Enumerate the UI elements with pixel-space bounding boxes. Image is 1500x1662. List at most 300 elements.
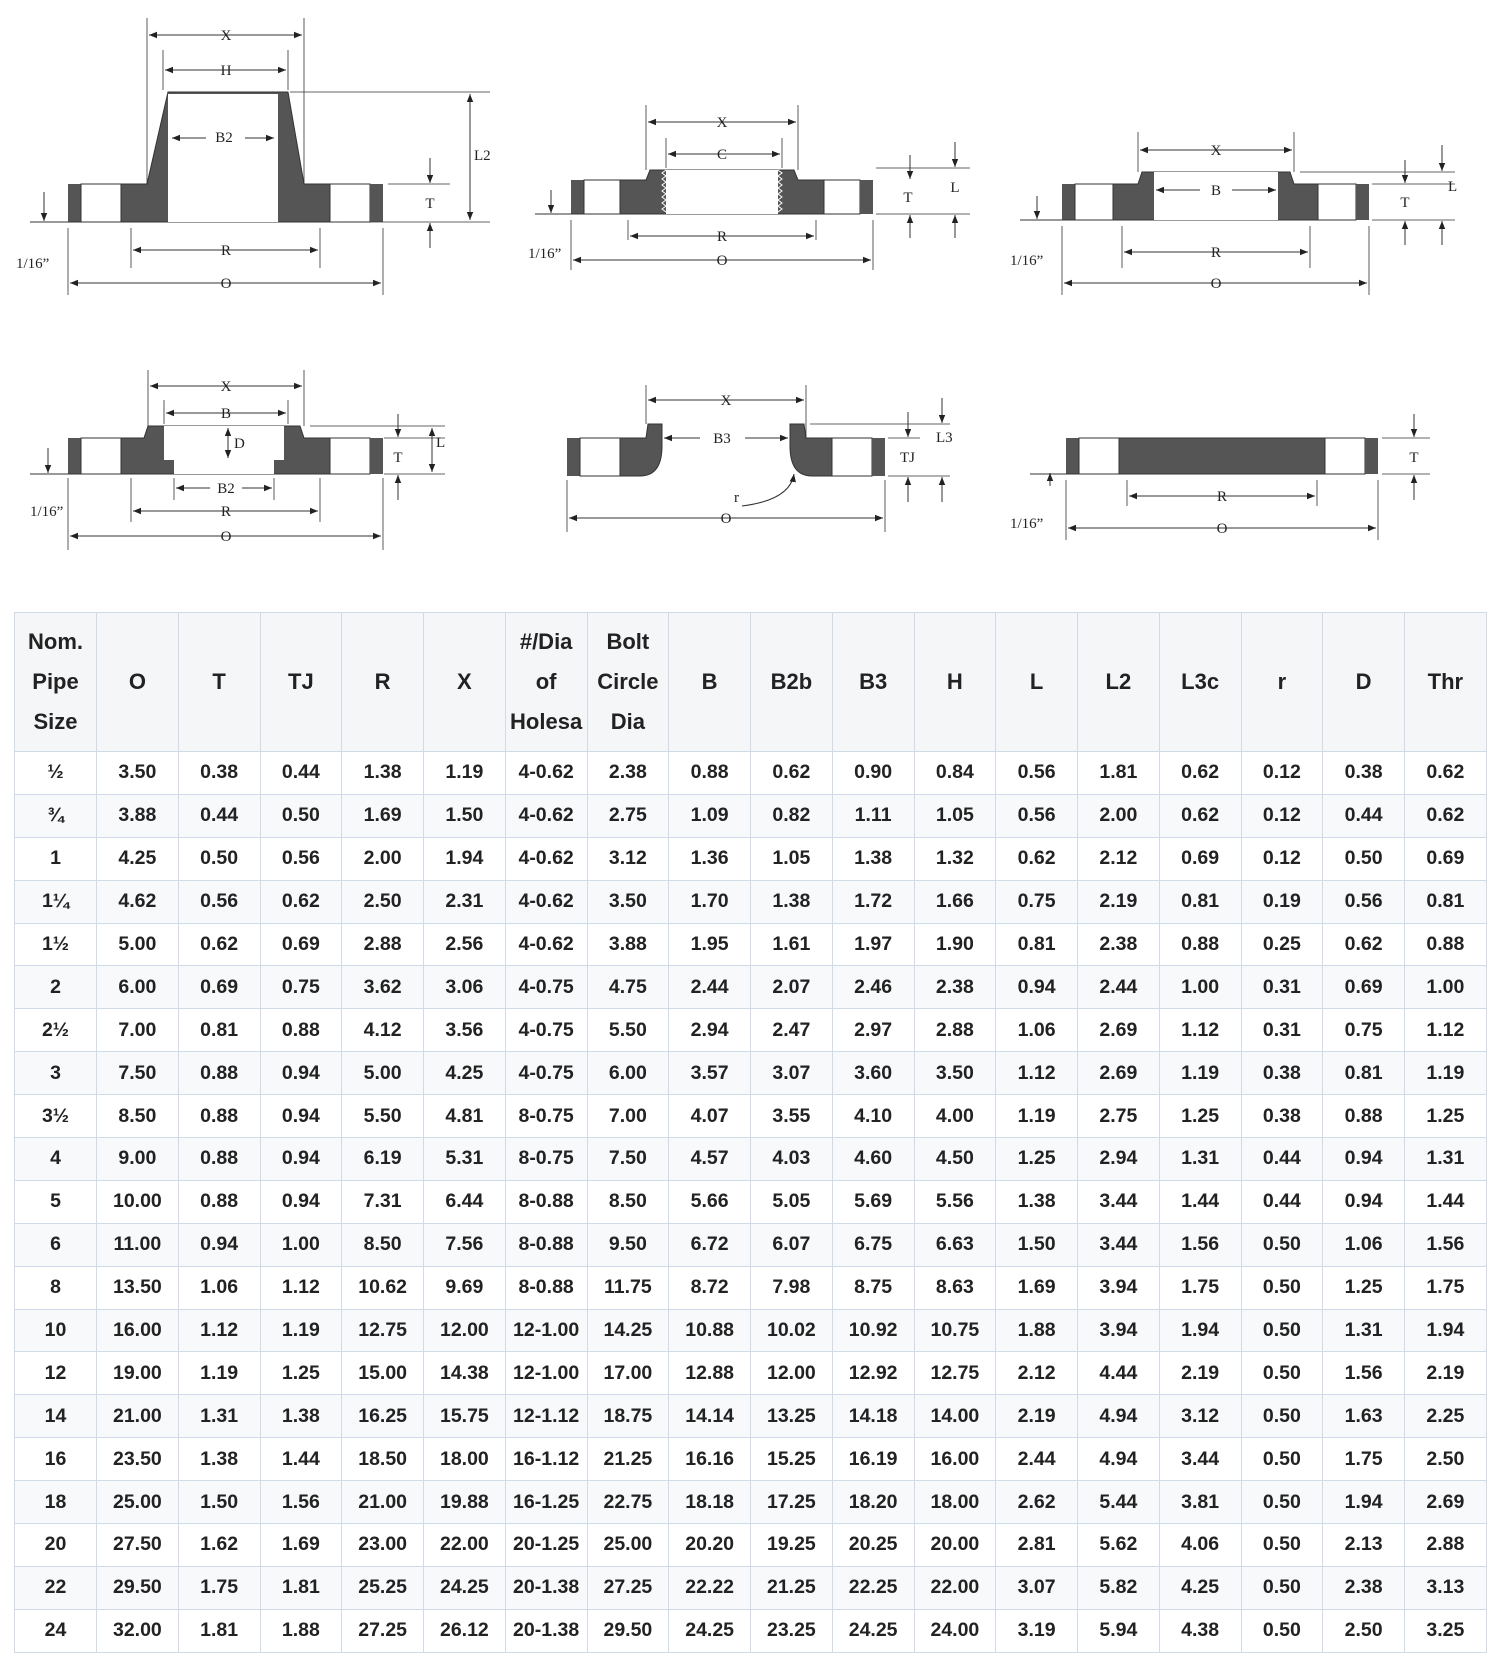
- table-cell: 0.62: [751, 752, 833, 795]
- table-cell: 1.66: [914, 880, 996, 923]
- column-header: [1159, 613, 1241, 752]
- table-cell: 2.44: [996, 1438, 1078, 1481]
- table-cell: 1.56: [1159, 1223, 1241, 1266]
- table-cell: 0.94: [260, 1095, 342, 1138]
- table-cell: 1.25: [260, 1352, 342, 1395]
- table-cell: 1.75: [1405, 1266, 1487, 1309]
- table-cell: 0.88: [178, 1052, 260, 1095]
- table-cell: 2.50: [1405, 1438, 1487, 1481]
- table-cell: 5.66: [669, 1180, 751, 1223]
- table-header-row: [15, 613, 1487, 752]
- table-cell: 22.75: [587, 1481, 669, 1524]
- table-cell: 0.56: [996, 752, 1078, 795]
- table-cell: 1.94: [424, 837, 506, 880]
- table-cell: 21.25: [751, 1566, 833, 1609]
- table-cell: 20.20: [669, 1524, 751, 1567]
- flange-diagrams: [0, 0, 1500, 600]
- table-cell: 2.38: [1323, 1566, 1405, 1609]
- table-cell: 3.50: [97, 752, 179, 795]
- table-cell: 0.90: [832, 752, 914, 795]
- table-cell: 1.36: [669, 837, 751, 880]
- table-cell: 7.50: [97, 1052, 179, 1095]
- table-row: [15, 1309, 1487, 1352]
- column-header: [342, 613, 424, 752]
- table-cell: 3.94: [1078, 1266, 1160, 1309]
- table-cell: 0.38: [1241, 1095, 1323, 1138]
- table-cell: 0.44: [260, 752, 342, 795]
- table-cell: 5.62: [1078, 1524, 1160, 1567]
- table-cell: 1.38: [832, 837, 914, 880]
- table-cell: 1.56: [1405, 1223, 1487, 1266]
- table-cell: 0.50: [1241, 1438, 1323, 1481]
- table-cell: 14.25: [587, 1309, 669, 1352]
- lap-joint-flange-drawing: [567, 385, 953, 532]
- table-cell: 1.44: [1159, 1180, 1241, 1223]
- table-cell: 4-0.75: [505, 1009, 587, 1052]
- table-row: [15, 1609, 1487, 1652]
- table-cell: 4.25: [424, 1052, 506, 1095]
- table-cell: 9.50: [587, 1223, 669, 1266]
- column-header: [1323, 613, 1405, 752]
- table-cell: 0.38: [1241, 1052, 1323, 1095]
- table-cell: 1.75: [178, 1566, 260, 1609]
- table-cell: 1.75: [1323, 1438, 1405, 1481]
- column-header: [832, 613, 914, 752]
- table-cell: 24.25: [669, 1609, 751, 1652]
- column-header-line: D: [1355, 669, 1372, 694]
- table-cell: 22.25: [832, 1566, 914, 1609]
- table-cell: 0.88: [1323, 1095, 1405, 1138]
- table-cell: 1.88: [260, 1609, 342, 1652]
- table-body: [15, 752, 1487, 1653]
- table-cell: 13.50: [97, 1266, 179, 1309]
- table-cell: 29.50: [97, 1566, 179, 1609]
- table-cell: 1.56: [260, 1481, 342, 1524]
- table-row: [15, 966, 1487, 1009]
- table-cell: 1.12: [178, 1309, 260, 1352]
- table-cell: 2.88: [914, 1009, 996, 1052]
- column-header: [914, 613, 996, 752]
- column-header: [751, 613, 833, 752]
- lap-joint-o-label: O: [720, 511, 732, 527]
- table-cell: 4-0.62: [505, 880, 587, 923]
- table-cell: 8.75: [832, 1266, 914, 1309]
- table-cell: 4.10: [832, 1095, 914, 1138]
- table-cell: 20.00: [914, 1524, 996, 1567]
- table-cell: 2.19: [996, 1395, 1078, 1438]
- lap-joint-r-label: r: [734, 490, 739, 506]
- table-cell: 0.62: [178, 923, 260, 966]
- table-cell: 0.88: [178, 1180, 260, 1223]
- table-cell: 0.88: [260, 1009, 342, 1052]
- column-header-line: Dia: [610, 709, 645, 734]
- table-cell: 20-1.38: [505, 1609, 587, 1652]
- weld-neck-r-label: R: [220, 243, 232, 259]
- table-cell: 1.56: [1323, 1352, 1405, 1395]
- table-cell: 25.00: [97, 1481, 179, 1524]
- table-cell: 0.94: [260, 1180, 342, 1223]
- table-cell: 7.31: [342, 1180, 424, 1223]
- table-cell: 0.62: [260, 880, 342, 923]
- table-cell: 14.14: [669, 1395, 751, 1438]
- table-cell: 2.12: [1078, 837, 1160, 880]
- socket-weld-b2-label: B2: [217, 481, 235, 497]
- table-cell: 2.07: [751, 966, 833, 1009]
- table-cell: 2.19: [1078, 880, 1160, 923]
- table-cell: 18.50: [342, 1438, 424, 1481]
- table-cell: 1.44: [1405, 1180, 1487, 1223]
- table-cell: 1.61: [751, 923, 833, 966]
- pipe-size-cell: 14: [15, 1395, 97, 1438]
- table-cell: 7.56: [424, 1223, 506, 1266]
- pipe-size-cell: ½: [15, 752, 97, 795]
- table-cell: 21.00: [342, 1481, 424, 1524]
- table-cell: 0.69: [178, 966, 260, 1009]
- slip-on-x-label: X: [1210, 143, 1222, 159]
- column-header-line: r: [1277, 669, 1287, 694]
- table-cell: 1.38: [260, 1395, 342, 1438]
- table-cell: 1.25: [996, 1138, 1078, 1181]
- flange-dimension-table: [14, 612, 1487, 1653]
- pipe-size-cell: 2: [15, 966, 97, 1009]
- column-header-line: L3c: [1181, 669, 1220, 694]
- table-cell: 2.13: [1323, 1524, 1405, 1567]
- column-header-line: Pipe: [32, 669, 79, 694]
- pipe-size-cell: 3½: [15, 1095, 97, 1138]
- table-cell: 1.25: [1323, 1266, 1405, 1309]
- weld-neck-o-label: O: [220, 276, 232, 292]
- table-cell: 4.75: [587, 966, 669, 1009]
- table-cell: 24.25: [832, 1609, 914, 1652]
- column-header: [996, 613, 1078, 752]
- table-cell: 2.69: [1078, 1009, 1160, 1052]
- slip-on-r-label: R: [1210, 245, 1222, 261]
- table-cell: 10.00: [97, 1180, 179, 1223]
- table-cell: 1.63: [1323, 1395, 1405, 1438]
- threaded-t-label: T: [903, 190, 913, 206]
- table-cell: 1.12: [260, 1266, 342, 1309]
- table-cell: 3.88: [587, 923, 669, 966]
- table-cell: 12-1.12: [505, 1395, 587, 1438]
- column-header: [178, 613, 260, 752]
- table-row: [15, 1352, 1487, 1395]
- blind-o-label: O: [1216, 521, 1228, 537]
- socket-weld-t-label: T: [393, 450, 403, 466]
- table-cell: 2.97: [832, 1009, 914, 1052]
- table-cell: 0.56: [1323, 880, 1405, 923]
- table-cell: 4.81: [424, 1095, 506, 1138]
- table-cell: 3.19: [996, 1609, 1078, 1652]
- table-cell: 22.00: [424, 1524, 506, 1567]
- table-cell: 3.50: [914, 1052, 996, 1095]
- weld-neck-t-label: T: [425, 196, 435, 212]
- column-header-line: Nom.: [28, 629, 83, 654]
- column-header-line: L: [1029, 669, 1044, 694]
- column-header-line: TJ: [288, 669, 314, 694]
- table-cell: 8-0.88: [505, 1266, 587, 1309]
- table-cell: 4.44: [1078, 1352, 1160, 1395]
- pipe-size-cell: 3: [15, 1052, 97, 1095]
- table-cell: 2.75: [1078, 1095, 1160, 1138]
- table-cell: 1.06: [996, 1009, 1078, 1052]
- socket-weld-face-label: 1/16”: [30, 504, 64, 520]
- pipe-size-cell: 1½: [15, 923, 97, 966]
- table-cell: 20-1.25: [505, 1524, 587, 1567]
- flange-dimension-table-container: [14, 612, 1486, 1653]
- table-cell: 1.31: [1323, 1309, 1405, 1352]
- table-cell: 21.25: [587, 1438, 669, 1481]
- table-row: [15, 794, 1487, 837]
- table-cell: 1.32: [914, 837, 996, 880]
- table-cell: 1.00: [1159, 966, 1241, 1009]
- table-cell: 5.50: [342, 1095, 424, 1138]
- table-cell: 5.56: [914, 1180, 996, 1223]
- table-cell: 0.62: [1405, 752, 1487, 795]
- table-cell: 6.19: [342, 1138, 424, 1181]
- table-cell: 6.72: [669, 1223, 751, 1266]
- table-cell: 7.98: [751, 1266, 833, 1309]
- table-cell: 4-0.75: [505, 966, 587, 1009]
- table-cell: 4.07: [669, 1095, 751, 1138]
- threaded-face-label: 1/16”: [528, 246, 562, 262]
- table-cell: 0.50: [1241, 1309, 1323, 1352]
- column-header-line: #/Dia: [519, 629, 573, 654]
- threaded-x-label: X: [716, 115, 728, 131]
- column-header: [1078, 613, 1160, 752]
- table-cell: 1.44: [260, 1438, 342, 1481]
- table-cell: 4.94: [1078, 1438, 1160, 1481]
- table-cell: 26.12: [424, 1609, 506, 1652]
- table-cell: 1.19: [178, 1352, 260, 1395]
- table-cell: 5.50: [587, 1009, 669, 1052]
- slip-on-t-label: T: [1400, 195, 1410, 211]
- table-cell: 0.50: [1241, 1524, 1323, 1567]
- table-cell: 5.00: [342, 1052, 424, 1095]
- table-cell: 1.69: [342, 794, 424, 837]
- table-cell: 18.00: [424, 1438, 506, 1481]
- table-cell: 5.82: [1078, 1566, 1160, 1609]
- column-header-line: Circle: [597, 669, 659, 694]
- table-cell: 2.46: [832, 966, 914, 1009]
- weld-neck-b2-label: B2: [215, 130, 233, 146]
- table-cell: 4-0.62: [505, 794, 587, 837]
- table-cell: 25.00: [587, 1524, 669, 1567]
- table-cell: 18.75: [587, 1395, 669, 1438]
- table-cell: 4-0.62: [505, 837, 587, 880]
- table-cell: 1.19: [424, 752, 506, 795]
- table-cell: 0.50: [1323, 837, 1405, 880]
- table-cell: 5.05: [751, 1180, 833, 1223]
- threaded-o-label: O: [716, 253, 728, 269]
- table-cell: 4.60: [832, 1138, 914, 1181]
- lap-joint-l3-label: L3: [936, 430, 953, 446]
- table-cell: 1.70: [669, 880, 751, 923]
- column-header: [260, 613, 342, 752]
- pipe-size-cell: 24: [15, 1609, 97, 1652]
- table-row: [15, 1481, 1487, 1524]
- table-cell: 6.00: [97, 966, 179, 1009]
- table-cell: 1.09: [669, 794, 751, 837]
- table-cell: 17.25: [751, 1481, 833, 1524]
- table-cell: 1.97: [832, 923, 914, 966]
- table-cell: 0.81: [178, 1009, 260, 1052]
- table-cell: 1.94: [1405, 1309, 1487, 1352]
- weld-neck-h-label: H: [220, 63, 232, 79]
- table-cell: 3.56: [424, 1009, 506, 1052]
- table-cell: 1.95: [669, 923, 751, 966]
- table-cell: 0.88: [1405, 923, 1487, 966]
- pipe-size-cell: 4: [15, 1138, 97, 1181]
- table-row: [15, 837, 1487, 880]
- table-cell: 12.75: [342, 1309, 424, 1352]
- table-cell: 3.50: [587, 880, 669, 923]
- table-cell: 24.00: [914, 1609, 996, 1652]
- table-cell: 3.13: [1405, 1566, 1487, 1609]
- table-cell: 3.44: [1159, 1438, 1241, 1481]
- socket-weld-d-label: D: [234, 436, 245, 452]
- table-cell: 0.88: [178, 1095, 260, 1138]
- table-cell: 0.94: [178, 1223, 260, 1266]
- table-cell: 1.06: [178, 1266, 260, 1309]
- table-cell: 8-0.88: [505, 1223, 587, 1266]
- table-cell: 7.50: [587, 1138, 669, 1181]
- table-row: [15, 1223, 1487, 1266]
- table-cell: 4.38: [1159, 1609, 1241, 1652]
- weld-neck-flange-drawing: [16, 18, 491, 295]
- table-cell: 17.00: [587, 1352, 669, 1395]
- column-header-line: B3: [859, 669, 888, 694]
- table-cell: 0.69: [1159, 837, 1241, 880]
- table-cell: 21.00: [97, 1395, 179, 1438]
- socket-weld-flange-drawing: [30, 370, 445, 550]
- table-cell: 1.81: [260, 1566, 342, 1609]
- table-cell: 0.81: [1323, 1052, 1405, 1095]
- table-cell: 1.50: [424, 794, 506, 837]
- table-cell: 1.00: [1405, 966, 1487, 1009]
- column-header: [587, 613, 669, 752]
- table-cell: 1.81: [1078, 752, 1160, 795]
- slip-on-face-label: 1/16”: [1010, 253, 1044, 269]
- table-cell: 1.90: [914, 923, 996, 966]
- table-cell: 1.19: [1159, 1052, 1241, 1095]
- table-cell: 2.31: [424, 880, 506, 923]
- pipe-size-cell: 5: [15, 1180, 97, 1223]
- table-cell: 1.06: [1323, 1223, 1405, 1266]
- table-cell: 22.00: [914, 1566, 996, 1609]
- table-cell: 0.38: [178, 752, 260, 795]
- weld-neck-x-label: X: [220, 28, 232, 44]
- column-header-line: R: [374, 669, 391, 694]
- table-cell: 0.31: [1241, 1009, 1323, 1052]
- table-cell: 4.06: [1159, 1524, 1241, 1567]
- table-cell: 3.07: [751, 1052, 833, 1095]
- table-cell: 1.19: [996, 1095, 1078, 1138]
- table-cell: 10.75: [914, 1309, 996, 1352]
- socket-weld-x-label: X: [220, 379, 232, 395]
- table-cell: 1.05: [914, 794, 996, 837]
- table-cell: 8.50: [587, 1180, 669, 1223]
- pipe-size-cell: 20: [15, 1524, 97, 1567]
- flange-diagrams-svg: [0, 0, 1500, 600]
- table-cell: 2.12: [996, 1352, 1078, 1395]
- table-cell: 4.00: [914, 1095, 996, 1138]
- table-cell: 0.56: [260, 837, 342, 880]
- table-cell: 16.25: [342, 1395, 424, 1438]
- table-cell: 4.57: [669, 1138, 751, 1181]
- table-cell: 0.31: [1241, 966, 1323, 1009]
- table-cell: 3.25: [1405, 1609, 1487, 1652]
- threaded-r-label: R: [716, 229, 728, 245]
- table-cell: 2.75: [587, 794, 669, 837]
- table-cell: 8-0.75: [505, 1095, 587, 1138]
- table-cell: 0.94: [1323, 1180, 1405, 1223]
- threaded-flange-drawing: [528, 105, 970, 270]
- table-cell: 0.38: [1323, 752, 1405, 795]
- table-cell: 1.00: [260, 1223, 342, 1266]
- table-cell: 27.25: [587, 1566, 669, 1609]
- table-cell: 14.38: [424, 1352, 506, 1395]
- slip-on-l-label: L: [1448, 179, 1458, 195]
- pipe-size-cell: 1: [15, 837, 97, 880]
- pipe-size-cell: 8: [15, 1266, 97, 1309]
- table-cell: 0.44: [178, 794, 260, 837]
- table-cell: 1.75: [1159, 1266, 1241, 1309]
- table-cell: 2.44: [669, 966, 751, 1009]
- blind-r-label: R: [1216, 489, 1228, 505]
- table-cell: 1.12: [1405, 1009, 1487, 1052]
- table-row: [15, 1138, 1487, 1181]
- table-cell: 5.69: [832, 1180, 914, 1223]
- table-cell: 4-0.75: [505, 1052, 587, 1095]
- table-cell: 16-1.25: [505, 1481, 587, 1524]
- column-header-line: X: [457, 669, 472, 694]
- column-header-line: H: [946, 669, 963, 694]
- blind-flange-drawing: [1010, 414, 1430, 540]
- table-cell: 0.81: [996, 923, 1078, 966]
- table-cell: 1.38: [342, 752, 424, 795]
- column-header-line: B2b: [770, 669, 813, 694]
- table-cell: 1.19: [260, 1309, 342, 1352]
- table-cell: 2.38: [1078, 923, 1160, 966]
- table-cell: 8-0.88: [505, 1180, 587, 1223]
- slip-on-flange-drawing: [1010, 132, 1457, 295]
- table-cell: 3.06: [424, 966, 506, 1009]
- table-cell: 16.00: [97, 1309, 179, 1352]
- table-cell: 0.12: [1241, 794, 1323, 837]
- table-cell: 2.56: [424, 923, 506, 966]
- column-header: [505, 613, 587, 752]
- table-cell: 12.00: [751, 1352, 833, 1395]
- table-cell: 1.69: [996, 1266, 1078, 1309]
- table-cell: 18.20: [832, 1481, 914, 1524]
- table-cell: 0.50: [1241, 1395, 1323, 1438]
- slip-on-o-label: O: [1210, 276, 1222, 292]
- table-cell: 1.94: [1323, 1481, 1405, 1524]
- table-cell: 18.18: [669, 1481, 751, 1524]
- table-cell: 0.50: [260, 794, 342, 837]
- column-header: [669, 613, 751, 752]
- table-cell: 8.63: [914, 1266, 996, 1309]
- table-cell: 9.00: [97, 1138, 179, 1181]
- pipe-size-cell: 18: [15, 1481, 97, 1524]
- column-header-line: Holesa: [510, 709, 583, 734]
- table-cell: 3.07: [996, 1566, 1078, 1609]
- table-cell: 1.50: [178, 1481, 260, 1524]
- table-cell: 14.18: [832, 1395, 914, 1438]
- column-header-line: of: [535, 669, 557, 694]
- table-cell: 6.07: [751, 1223, 833, 1266]
- table-cell: 1.88: [996, 1309, 1078, 1352]
